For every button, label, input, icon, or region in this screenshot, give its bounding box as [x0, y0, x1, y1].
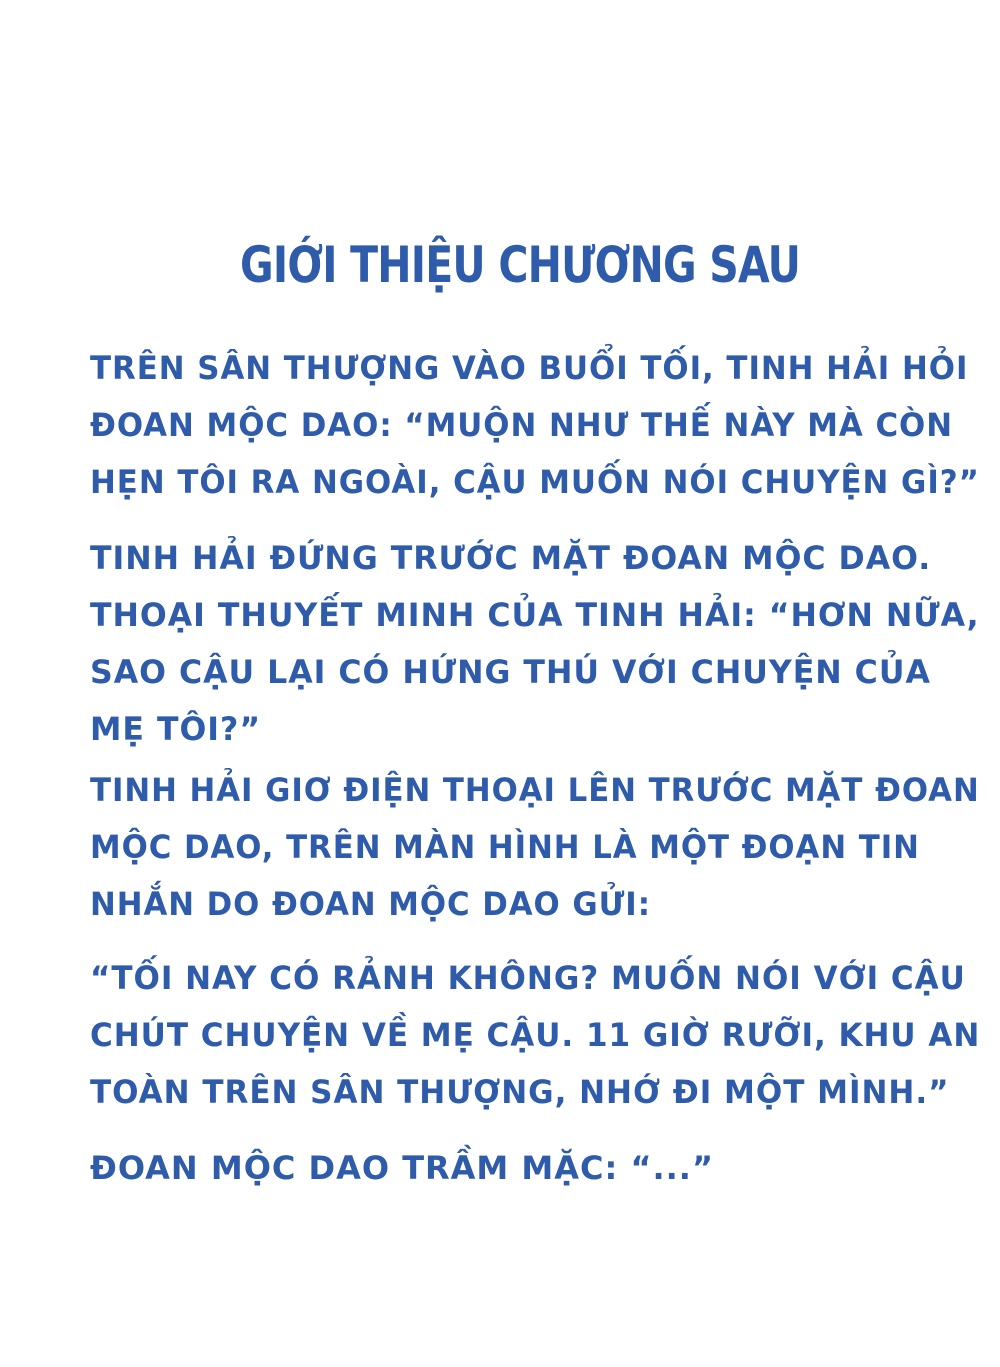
text-line: NHẮN DO ĐOAN MỘC DAO GỬI: — [90, 885, 651, 923]
text-line: ĐOAN MỘC DAO TRẦM MẶC: “...” — [90, 1149, 714, 1187]
paragraph-2 — [90, 530, 980, 758]
text-line: ĐOAN MỘC DAO: “MUỘN NHƯ THẾ NÀY MÀ CÒN — [90, 406, 954, 444]
text-line: “TỐI NAY CÓ RẢNH KHÔNG? MUỐN NÓI VỚI CẬU — [90, 959, 966, 997]
paragraph-4 — [90, 950, 981, 1121]
text-line: MỘC DAO, TRÊN MÀN HÌNH LÀ MỘT ĐOẠN TIN — [90, 828, 920, 866]
text-line: TINH HẢI GIƠ ĐIỆN THOẠI LÊN TRƯỚC MẶT ĐOAN — [90, 771, 980, 809]
text-line: HẸN TÔI RA NGOÀI, CẬU MUỐN NÓI CHUYỆN GÌ?” — [90, 463, 980, 501]
text-line: TINH HẢI ĐỨNG TRƯỚC MẶT ĐOAN MỘC DAO. — [90, 539, 932, 577]
text-line: CHÚT CHUYỆN VỀ MẸ CẬU. 11 GIỜ RƯỠI, KHU AN — [90, 1016, 981, 1054]
text-line: MẸ TÔI?” — [90, 710, 262, 748]
page-title: GIỚI THIỆU CHƯƠNG SAU — [240, 236, 801, 294]
paragraph-5 — [90, 1140, 970, 1197]
text-line: TOÀN TRÊN SÂN THƯỢNG, NHỚ ĐI MỘT MÌNH.” — [90, 1073, 950, 1111]
paragraph-3 — [90, 762, 980, 933]
paragraph-1 — [90, 340, 980, 511]
text-line: SAO CẬU LẠI CÓ HỨNG THÚ VỚI CHUYỆN CỦA — [90, 653, 931, 691]
text-line: TRÊN SÂN THƯỢNG VÀO BUỔI TỐI, TINH HẢI HỎI — [90, 349, 969, 387]
text-line: THOẠI THUYẾT MINH CỦA TINH HẢI: “HƠN NỮA, — [90, 596, 980, 634]
